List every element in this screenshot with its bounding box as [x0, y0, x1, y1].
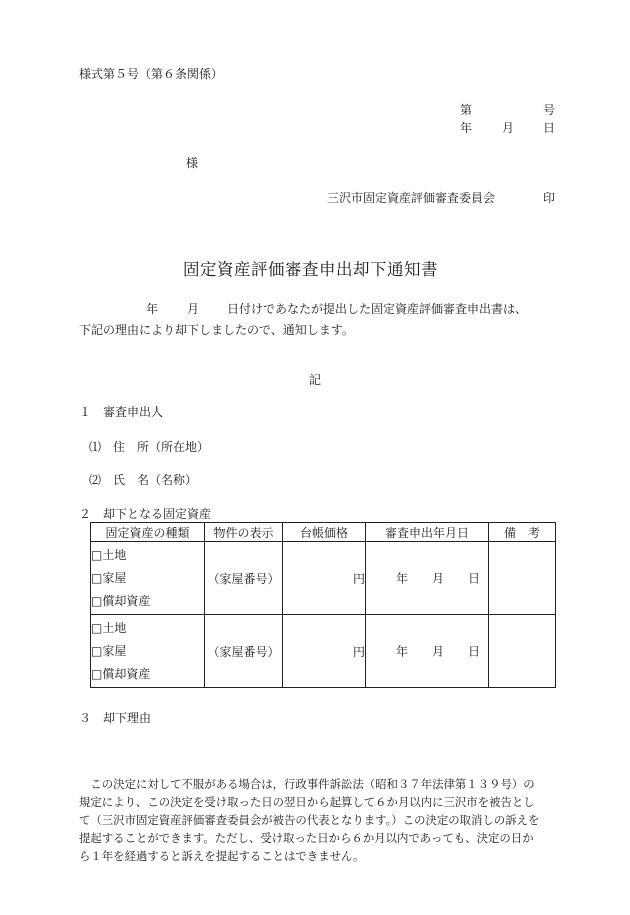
issue-date-day: 日	[543, 121, 556, 135]
date-day: 日	[468, 571, 481, 586]
appeal-notice-line: ら１年を経過すると訴えを提起することはできません。	[79, 849, 365, 863]
ki-heading: 記	[309, 373, 322, 387]
column-header-asset-type: 固定資産の種類	[91, 523, 205, 542]
appeal-notice-line: て（三沢市固定資産評価審査委員会が被告の代表となります。）この決定の取消しの訴えを	[79, 813, 540, 827]
application-date-cell	[366, 542, 489, 615]
column-header-property: 物件の表示	[205, 523, 283, 542]
issue-date-year: 年	[460, 121, 473, 135]
date-day: 日	[468, 644, 481, 659]
table-header-row	[91, 523, 556, 542]
checkbox-building[interactable]: □家屋	[91, 643, 127, 658]
ledger-value-cell: 円	[283, 542, 366, 615]
application-date-cell	[366, 615, 489, 688]
document-number-prefix: 第	[460, 103, 473, 117]
form-number: 様式第５号（第６条関係）	[79, 67, 224, 81]
applicant-name-label: ⑵ 氏 名（名称）	[89, 473, 198, 487]
section2-heading: ２ 却下となる固定資産	[79, 507, 212, 521]
issuer-name: 三沢市固定資産評価審査委員会	[327, 191, 496, 205]
appeal-notice-line: この決定に対して不服がある場合は，行政事件訴訟法（昭和３７年法律第１３９号）の	[79, 777, 535, 791]
date-year: 年	[396, 571, 409, 586]
ledger-value-cell: 円	[283, 615, 366, 688]
addressee-suffix: 様	[186, 156, 199, 170]
table-row	[91, 615, 556, 688]
intro-month: 月	[187, 302, 200, 316]
asset-type-cell	[91, 615, 205, 688]
date-month: 月	[432, 644, 445, 659]
date-month: 月	[432, 571, 445, 586]
intro-line2: 下記の理由により却下しましたので、通知します。	[79, 323, 354, 337]
checkbox-building[interactable]: □家屋	[91, 570, 127, 585]
date-year: 年	[396, 644, 409, 659]
property-cell: （家屋番号）	[205, 542, 283, 615]
checkbox-depreciable-asset[interactable]: □償却資産	[91, 593, 151, 608]
appeal-notice-line: 提起することができます。ただし、受け取った日から６か月以内であっても、決定の日か	[79, 831, 534, 845]
remarks-cell	[489, 615, 556, 688]
table-row	[91, 542, 556, 615]
asset-type-cell	[91, 542, 205, 615]
appeal-notice	[79, 775, 559, 865]
document-title: 固定資産評価審査申出却下通知書	[183, 260, 438, 279]
remarks-cell	[489, 542, 556, 615]
property-cell: （家屋番号）	[205, 615, 283, 688]
column-header-ledger-value: 台帳価格	[283, 523, 366, 542]
issue-date-month: 月	[502, 121, 515, 135]
intro-line1: 日付けであなたが提出した固定資産評価審査申出書は、	[227, 302, 528, 316]
checkbox-land[interactable]: □土地	[91, 620, 127, 635]
section1-heading: １ 審査申出人	[79, 405, 164, 419]
document-number-suffix: 号	[543, 103, 556, 117]
applicant-address-label: ⑴ 住 所（所在地）	[89, 440, 210, 454]
checkbox-depreciable-asset[interactable]: □償却資産	[91, 666, 151, 681]
rejected-assets-table	[90, 522, 556, 688]
appeal-notice-line: 規定により、この決定を受け取った日の翌日から起算して６か月以内に三沢市を被告とし	[79, 795, 535, 809]
checkbox-land[interactable]: □土地	[91, 547, 127, 562]
section3-heading: ３ 却下理由	[79, 711, 152, 725]
column-header-remarks: 備 考	[489, 523, 556, 542]
seal-mark: 印	[543, 191, 556, 205]
column-header-application-date: 審査申出年月日	[366, 523, 489, 542]
intro-year: 年	[146, 302, 159, 316]
